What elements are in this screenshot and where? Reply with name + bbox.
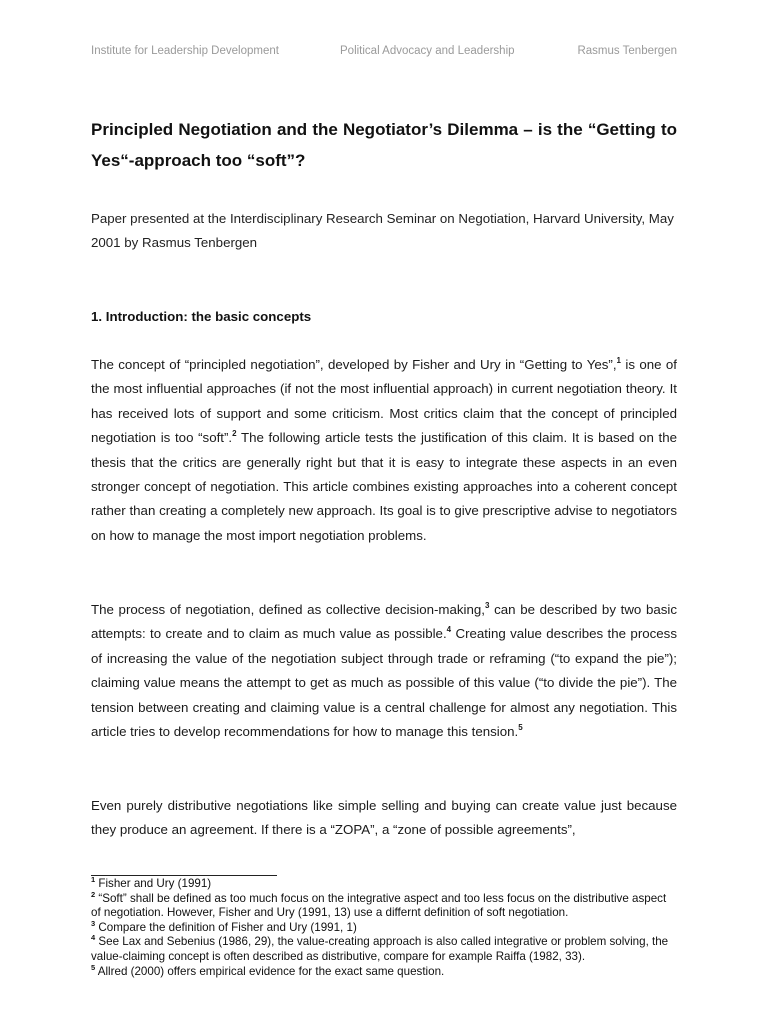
paragraph-text: The concept of “principled negotiation”, developed by Fisher and Ury in “Getting to Yes”, bbox=[91, 357, 617, 372]
footnote-number: 5 bbox=[91, 962, 96, 972]
footnote-ref[interactable]: 1 bbox=[616, 356, 621, 365]
header-author: Rasmus Tenbergen bbox=[577, 45, 677, 57]
paragraph-text: The process of negotiation, defined as collective decision-making, bbox=[91, 602, 485, 617]
footnote-text: “Soft” shall be defined as too much focus on the integrative aspect and too less focus on the distributive aspect of negotiation. However, Fisher and Ury (1991, 13) use a differnt definition of soft negotiation. bbox=[91, 891, 667, 920]
footnote-item bbox=[91, 877, 677, 892]
section-heading: 1. Introduction: the basic concepts bbox=[91, 309, 312, 324]
footnote-list bbox=[91, 877, 677, 979]
body-paragraph: Even purely distributive negotiations like simple selling and buying can create value just because they produce an agreement. If there is a “ZOPA”, a “zone of possible agreements”, bbox=[91, 798, 677, 838]
paragraph-text: is one of the most influential approaches (if not the most influential approach) in current negotiation theory. It has received lots of support and some criticism. Most critics claim that the concept of principled negotiation is too “soft”. bbox=[91, 357, 677, 446]
footnote-item bbox=[91, 962, 677, 980]
footnote-ref[interactable]: 4 bbox=[446, 625, 452, 635]
footnote-text: Compare the definition of Fisher and Ury (1991, 1) bbox=[95, 920, 357, 934]
header-institute: Institute for Leadership Development bbox=[91, 45, 279, 57]
footnote-divider bbox=[91, 875, 277, 876]
footnote-item bbox=[91, 935, 677, 964]
header-course: Political Advocacy and Leadership bbox=[340, 45, 515, 57]
footnote-number: 2 bbox=[91, 889, 96, 899]
footnote-text: Allred (2000) offers empirical evidence for the exact same question. bbox=[95, 964, 445, 978]
footnote-ref[interactable]: 5 bbox=[518, 723, 523, 733]
body-paragraph bbox=[91, 353, 677, 548]
paragraph-text: Creating value describes the process of increasing the value of the negotiation subject through trade or reframing (“to expand the pie”); claiming value means the attempt to get as much as possible of this value (“to divide the pie”). The tension between creating and claiming value is a central challenge for almost any negotiation. This article tries to develop recommendations for how to manage this tension. bbox=[91, 626, 677, 740]
footnote-item bbox=[91, 918, 677, 936]
footnote-number: 1 bbox=[91, 875, 96, 884]
byline: Paper presented at the Interdisciplinary Research Seminar on Negotiation, Harvard University, May 2001 by Rasmus Tenbergen bbox=[91, 211, 674, 250]
footnote-ref[interactable]: 2 bbox=[232, 429, 237, 439]
footnote-number: 3 bbox=[91, 918, 96, 928]
body-paragraph bbox=[91, 598, 677, 744]
running-header bbox=[91, 45, 677, 59]
footnote-item bbox=[91, 889, 677, 921]
footnote-ref[interactable]: 3 bbox=[485, 601, 490, 610]
paragraph-text: can be described by two basic attempts: to create and to claim as much value as possible. bbox=[91, 602, 678, 642]
paragraph-text: The following article tests the justification of this claim. It is based on the thesis that the critics are generally right but that it is easy to integrate these aspects in an even stronger concept of negotiation. This article combines existing approaches into a coherent concept rather than creating a completely new approach. Its goal is to give prescriptive advise to negotiators on how to manage the most import negotiation problems. bbox=[91, 430, 677, 543]
footnote-text: See Lax and Sebenius (1986, 29), the value-creating approach is also called integrative or problem solving, the value-claiming concept is often described as distributive, compare for example Raiffa (1982, 33). bbox=[91, 935, 669, 963]
paper-title: Principled Negotiation and the Negotiator’s Dilemma – is the “Getting to Yes“-approach too “soft”? bbox=[91, 120, 677, 170]
footnote-text: Fisher and Ury (1991) bbox=[95, 877, 212, 890]
footnote-number: 4 bbox=[91, 933, 96, 943]
